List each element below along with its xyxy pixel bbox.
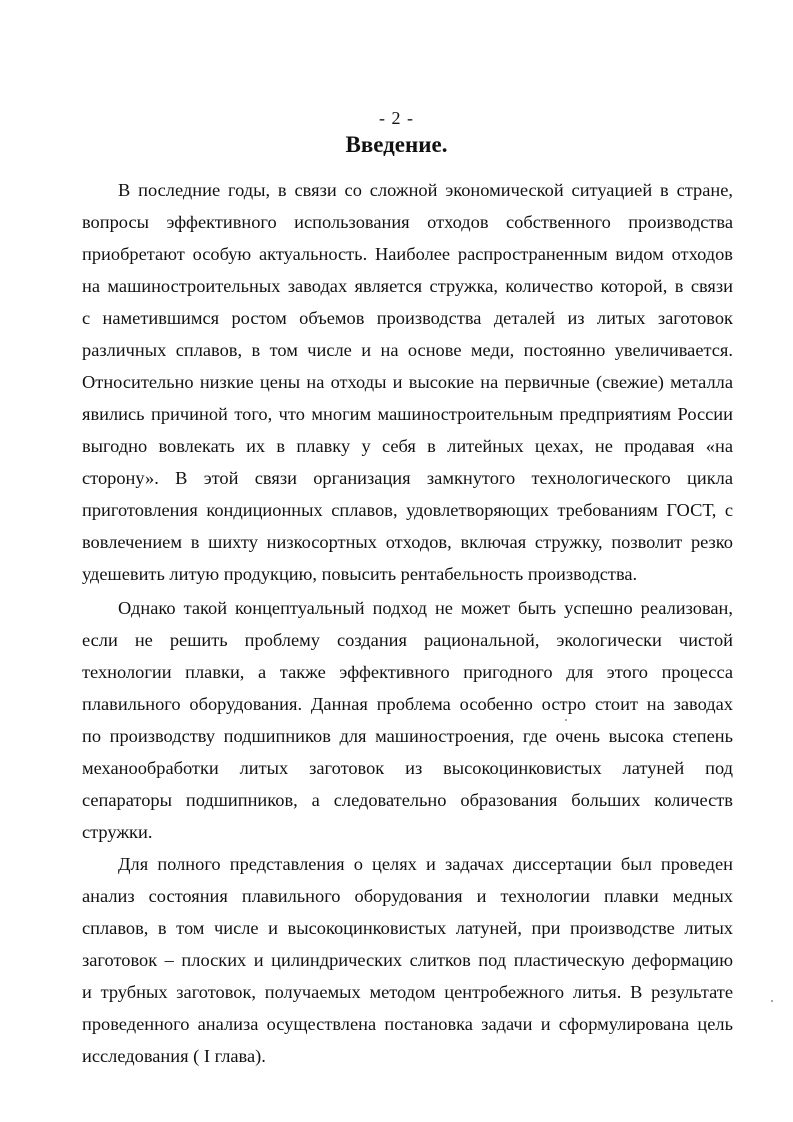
paragraph-1-line: выгодно вовлекать их в плавку у себя в литейных цехах, не продавая «на — [82, 436, 733, 456]
paragraph-1-line: приготовления кондиционных сплавов, удовлетворяющих требованиям ГОСТ, с — [82, 500, 733, 520]
scan-speck — [565, 719, 567, 721]
paragraph-3-line: заготовок – плоских и цилиндрических слитков под пластическую деформацию — [82, 950, 733, 970]
paragraph-1-line: вовлечением в шихту низкосортных отходов, включая стружку, позволит резко — [82, 532, 733, 552]
paragraph-1-line: с наметившимся ростом объемов производства деталей из литых заготовок — [82, 308, 733, 328]
paragraph-2-line: по производству подшипников для машиностроения, где очень высока степень — [82, 726, 733, 746]
paragraph-1-line: вопросы эффективного использования отходов собственного производства — [82, 212, 733, 232]
paragraph-1-line: приобретают особую актуальность. Наиболее распространенным видом отходов — [82, 244, 733, 264]
paragraph-1-line: на машиностроительных заводах является стружка, количество которой, в связи — [82, 276, 733, 296]
paragraph-1-line: Относительно низкие цены на отходы и высокие на первичные (свежие) металла — [82, 372, 733, 392]
paragraph-3-line: сплавов, в том числе и высокоцинковистых латуней, при производстве литых — [82, 918, 733, 938]
paragraph-3-line: проведенного анализа осуществлена постановка задачи и сформулирована цель — [82, 1014, 733, 1034]
paragraph-1-line: удешевить литую продукцию, повысить рентабельность производства. — [82, 564, 638, 584]
section-title: Введение. — [345, 132, 448, 157]
paragraph-2-line: плавильного оборудования. Данная проблема особенно остро стоит на заводах — [82, 694, 733, 714]
paragraph-3-line: и трубных заготовок, получаемых методом центробежного литья. В результате — [82, 982, 733, 1002]
paragraph-2-line: технологии плавки, а также эффективного пригодного для этого процесса — [82, 662, 733, 682]
paragraph-3-line: Для полного представления о целях и задачах диссертации был проведен — [118, 854, 733, 874]
paragraph-2-line: стружки. — [82, 822, 153, 842]
paragraph-2-line: если не решить проблему создания рациональной, экологически чистой — [82, 630, 733, 650]
scan-speck — [771, 1000, 773, 1002]
paragraph-2-line: механообработки литых заготовок из высокоцинковистых латуней под — [82, 758, 733, 778]
paragraph-3-line: исследования ( I глава). — [82, 1046, 266, 1066]
paragraph-1-line: различных сплавов, в том числе и на основе меди, постоянно увеличивается. — [82, 340, 733, 360]
paragraph-1-line: В последние годы, в связи со сложной экономической ситуацией в стране, — [118, 180, 733, 200]
paragraph-2-line: сепараторы подшипников, а следовательно образования больших количеств — [82, 790, 733, 810]
page-number: - 2 - — [379, 108, 414, 128]
paragraph-2-line: Однако такой концептуальный подход не может быть успешно реализован, — [118, 598, 733, 618]
paragraph-1-line: сторону». В этой связи организация замкнутого технологического цикла — [82, 468, 733, 488]
paragraph-3-line: анализ состояния плавильного оборудования и технологии плавки медных — [82, 886, 733, 906]
paragraph-1-line: явились причиной того, что многим машиностроительным предприятиям России — [82, 404, 733, 424]
